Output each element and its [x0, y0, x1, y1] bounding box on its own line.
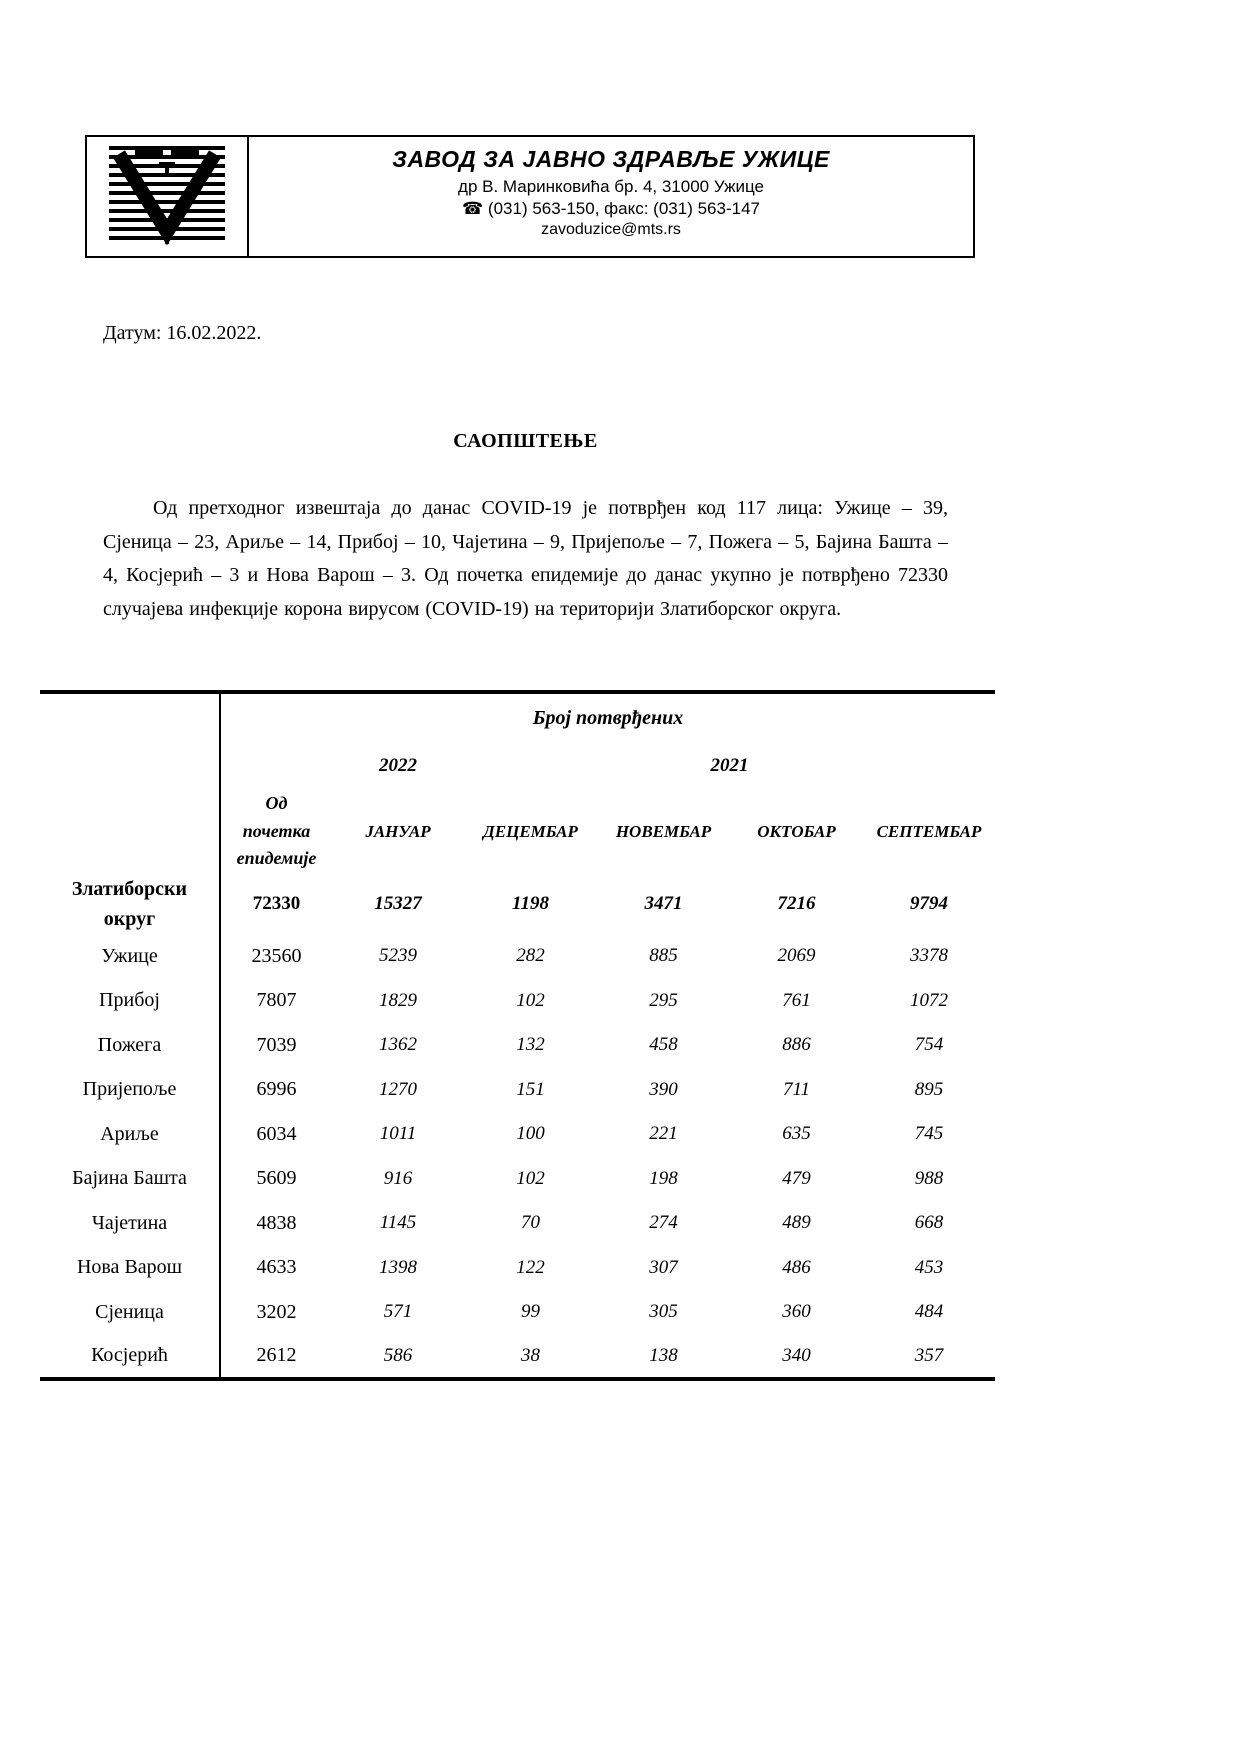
table-title: Број потврђених [532, 706, 684, 729]
col-header-october: ОКТОБАР [757, 821, 836, 841]
value-cell: 761 [782, 989, 811, 1011]
org-name: ЗАВОД ЗА ЈАВНО ЗДРАВЉЕ УЖИЦЕ [392, 146, 830, 172]
value-cell: 72330 [252, 893, 301, 914]
value-cell: 453 [914, 1256, 944, 1278]
col-header-december: ДЕЦЕМБАР [483, 821, 578, 841]
value-cell: 988 [914, 1167, 944, 1189]
table-row [40, 1157, 995, 1202]
covid-table [40, 690, 995, 1381]
year-2022: 2022 [379, 754, 417, 776]
value-cell: 458 [649, 1034, 678, 1056]
value-cell: 486 [782, 1256, 811, 1278]
value-cell: 745 [914, 1123, 944, 1145]
value-cell: 7216 [777, 893, 816, 914]
value-cell: 668 [914, 1212, 944, 1234]
logo-cell [87, 137, 249, 256]
phone-icon: ☎ [462, 199, 484, 219]
letterhead [85, 135, 975, 258]
value-cell: 4838 [256, 1211, 297, 1234]
doc-title: САОПШТЕЊЕ [453, 430, 598, 452]
municipality-name: Ужице [40, 934, 220, 979]
municipality-name: Сјеница [40, 1290, 220, 1335]
value-cell: 307 [649, 1256, 678, 1278]
value-cell: 305 [649, 1301, 678, 1323]
value-cell: 586 [383, 1344, 413, 1366]
value-cell: 282 [516, 945, 545, 967]
value-cell: 3471 [644, 893, 683, 914]
column-header-row [40, 789, 995, 874]
municipality-name: Пожега [40, 1023, 220, 1068]
value-cell: 151 [516, 1078, 545, 1100]
value-cell: 1829 [379, 989, 417, 1011]
empty-cell [40, 789, 220, 874]
col-header-november: НОВЕМБАР [615, 821, 712, 841]
value-cell: 635 [782, 1123, 811, 1145]
value-cell: 132 [516, 1034, 545, 1056]
value-cell: 1270 [379, 1078, 417, 1100]
value-cell: 3202 [256, 1300, 297, 1323]
year-2021: 2021 [710, 754, 749, 776]
table-row [40, 1068, 995, 1113]
value-cell: 122 [516, 1256, 545, 1278]
empty-cell [40, 742, 220, 789]
value-cell: 99 [521, 1301, 540, 1323]
org-phone-fax [249, 198, 973, 220]
col-header-january: ЈАНУАР [365, 821, 431, 841]
value-cell: 4633 [256, 1256, 297, 1279]
col-header-epidemic-start: Од почетка епидемије [236, 792, 317, 869]
value-cell: 916 [383, 1167, 413, 1189]
value-cell: 489 [782, 1212, 811, 1234]
phone-fax-text: (031) 563-150, факс: (031) 563-147 [487, 199, 760, 219]
body-paragraph: Од претходног извештаја до данас COVID-19 је потврђен код 117 лица: Ужице – 39, Сјеница – 23, Ариље – 14, Прибој – 10, Чајетина – 9, Пријепоље – 7, Пожега – 5, Бајина Башта – 4, Косјерић – 3 и Нова Варош – 3. Од почетка епидемије до данас укупно је потврђено 72330 случајева инфекције корона вирусом (COVID-19) на територији Златиборског округа. [103, 497, 948, 620]
table-row [40, 1112, 995, 1157]
value-cell: 15327 [374, 893, 422, 914]
table-row [40, 979, 995, 1024]
value-cell: 1145 [379, 1212, 417, 1234]
value-cell: 885 [649, 945, 678, 967]
value-cell: 886 [782, 1034, 811, 1056]
value-cell: 2069 [777, 945, 816, 967]
value-cell: 2612 [256, 1344, 297, 1367]
municipality-name: Прибој [40, 979, 220, 1024]
value-cell: 274 [649, 1212, 678, 1234]
value-cell: 711 [782, 1078, 811, 1100]
value-cell: 390 [649, 1078, 678, 1100]
value-cell: 295 [649, 989, 678, 1011]
year-row [40, 742, 995, 789]
value-cell: 340 [782, 1344, 811, 1366]
value-cell: 5239 [379, 945, 417, 967]
value-cell: 360 [782, 1301, 811, 1323]
value-cell: 1072 [910, 989, 948, 1011]
table-row [40, 1201, 995, 1246]
table-row [40, 1023, 995, 1068]
municipality-name: Косјерић [40, 1335, 220, 1380]
value-cell: 23560 [251, 944, 302, 967]
value-cell: 198 [649, 1167, 678, 1189]
value-cell: 100 [516, 1123, 545, 1145]
value-cell: 102 [516, 989, 545, 1011]
value-cell: 357 [914, 1344, 944, 1366]
table-row [40, 874, 995, 934]
municipality-name: Златиборски округ [40, 874, 220, 934]
org-address: др В. Маринковића бр. 4, 31000 Ужице [458, 177, 764, 197]
value-cell: 1011 [379, 1123, 417, 1145]
col-header-september: СЕПТЕМБАР [876, 821, 982, 841]
value-cell: 571 [383, 1301, 413, 1323]
org-email: zavoduzice@mts.rs [541, 220, 681, 238]
value-cell: 6996 [256, 1078, 297, 1101]
date-line: Датум: 16.02.2022. [103, 322, 262, 344]
empty-cell [40, 692, 220, 742]
value-cell: 221 [649, 1123, 678, 1145]
table-row [40, 1335, 995, 1380]
value-cell: 7039 [256, 1033, 297, 1056]
municipality-name: Чајетина [40, 1201, 220, 1246]
table-title-row [40, 692, 995, 742]
value-cell: 70 [521, 1212, 540, 1234]
value-cell: 38 [521, 1344, 540, 1366]
table-row [40, 1290, 995, 1335]
value-cell: 895 [914, 1078, 944, 1100]
value-cell: 1398 [379, 1256, 417, 1278]
value-cell: 138 [649, 1344, 678, 1366]
municipality-name: Нова Варош [40, 1246, 220, 1291]
value-cell: 3378 [910, 945, 948, 967]
value-cell: 1362 [379, 1034, 417, 1056]
value-cell: 102 [516, 1167, 545, 1189]
table-row [40, 1246, 995, 1291]
value-cell: 5609 [256, 1167, 297, 1190]
value-cell: 484 [914, 1301, 944, 1323]
value-cell: 1198 [512, 893, 549, 914]
empty-cell [220, 742, 332, 789]
value-cell: 479 [782, 1167, 811, 1189]
letterhead-text [249, 137, 973, 256]
municipality-name: Ариље [40, 1112, 220, 1157]
municipality-name: Пријепоље [40, 1068, 220, 1113]
value-cell: 7807 [256, 989, 297, 1012]
value-cell: 6034 [256, 1122, 297, 1145]
table-row [40, 934, 995, 979]
municipality-name: Бајина Башта [40, 1157, 220, 1202]
value-cell: 754 [914, 1034, 944, 1056]
institute-logo-icon [101, 146, 233, 248]
value-cell: 9794 [910, 893, 948, 914]
